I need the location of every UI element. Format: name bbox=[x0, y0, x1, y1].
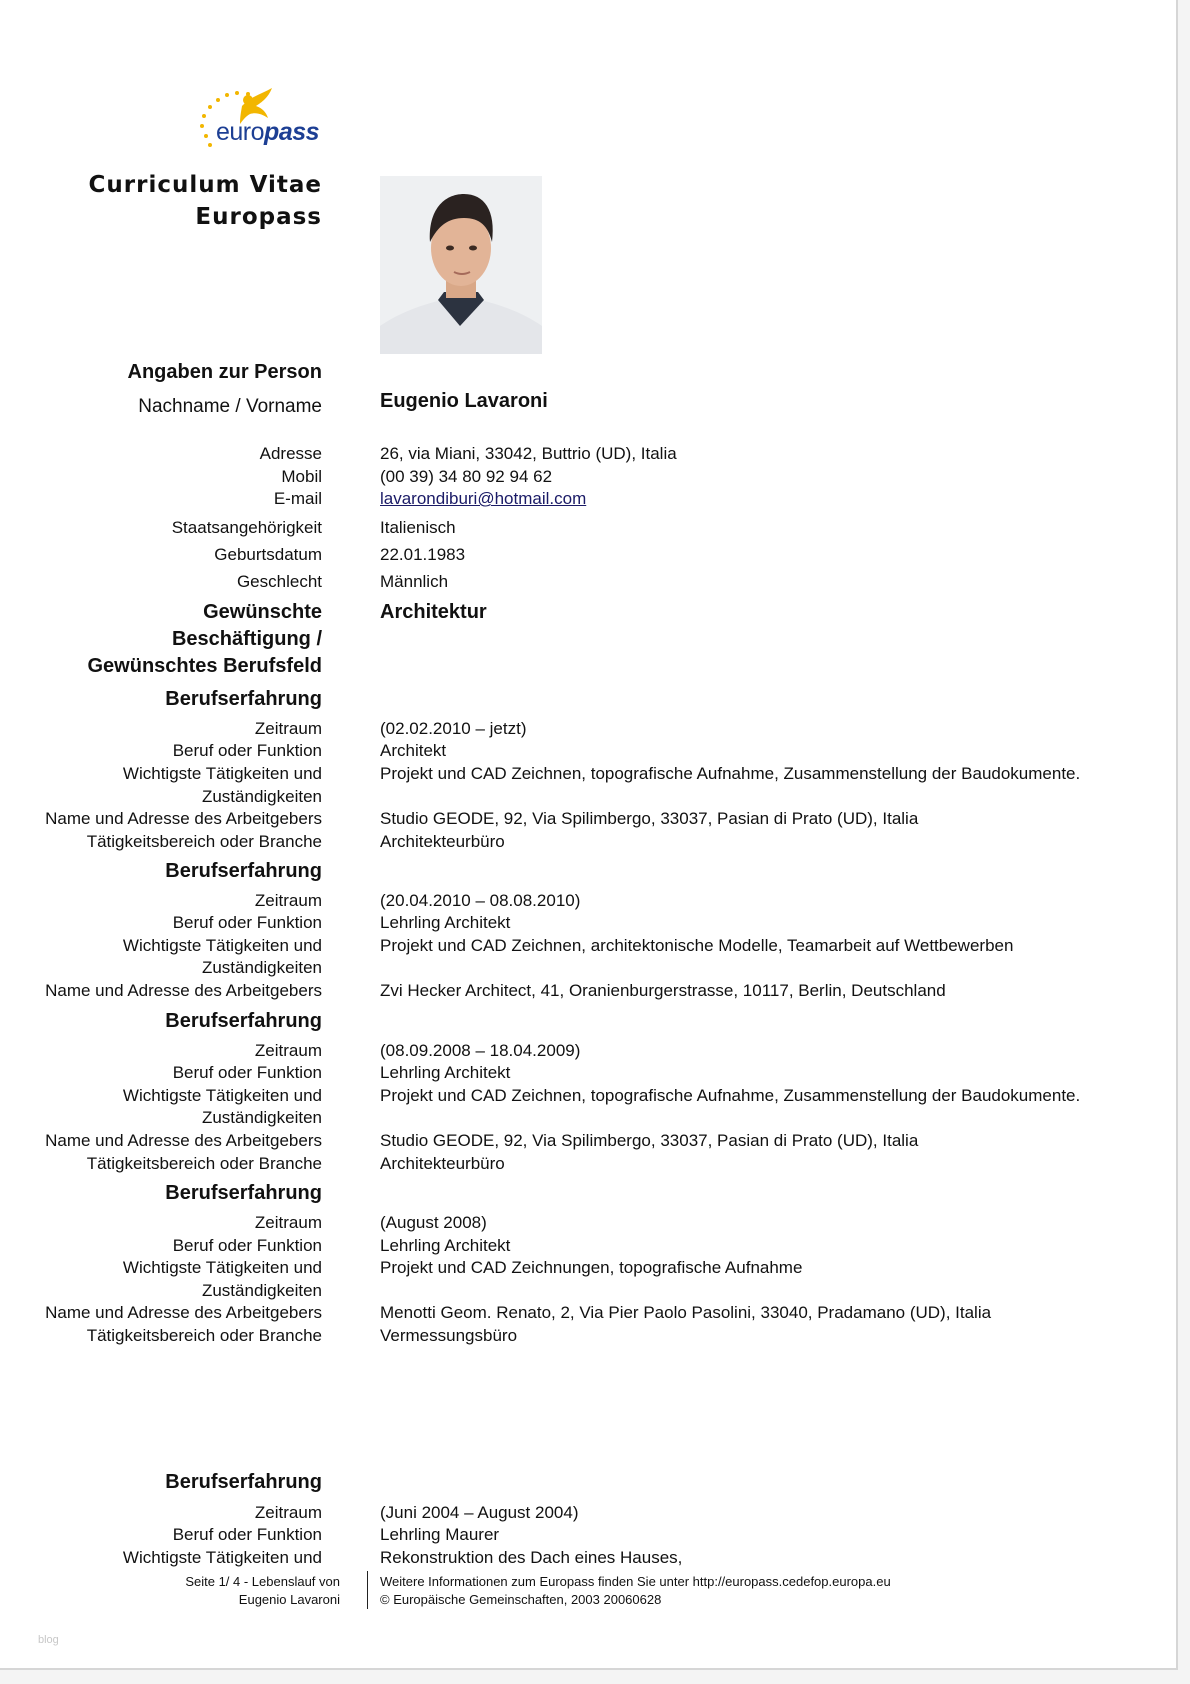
period-label: Zeitraum bbox=[254, 719, 322, 738]
experience-employer: Zvi Hecker Architect, 41, Oranienburgerstrasse, 10117, Berlin, Deutschland bbox=[380, 981, 946, 1000]
watermark-text: blog bbox=[38, 1634, 59, 1646]
period-label: Zeitraum bbox=[254, 1041, 322, 1060]
footer-divider bbox=[367, 1571, 368, 1609]
job-label: Beruf oder Funktion bbox=[172, 1063, 322, 1082]
experience-job: Lehrling Maurer bbox=[380, 1525, 500, 1544]
employer-label: Name und Adresse des Arbeitgebers bbox=[45, 1131, 322, 1150]
address-value: 26, via Miani, 33042, Buttrio (UD), Italia bbox=[380, 444, 677, 463]
europass-wordmark: europass bbox=[216, 118, 320, 146]
employer-label: Name und Adresse des Arbeitgebers bbox=[45, 1303, 322, 1322]
experience-job: Architekt bbox=[380, 741, 447, 760]
footer-info-line1: Weitere Informationen zum Europass finden Sie unter http://europass.cedefop.europa.eu bbox=[380, 1574, 891, 1589]
period-label: Zeitraum bbox=[254, 891, 322, 910]
footer-page-info bbox=[185, 1573, 340, 1609]
job-label: Beruf oder Funktion bbox=[172, 913, 322, 932]
experience-heading: Berufserfahrung bbox=[165, 860, 322, 882]
experience-period: (02.02.2010 – jetzt) bbox=[380, 719, 527, 738]
tasks-label-line1: Wichtigste Tätigkeiten und bbox=[122, 764, 322, 783]
experience-tasks: Rekonstruktion des Dach eines Hauses, bbox=[380, 1548, 683, 1567]
experience-employer: Menotti Geom. Renato, 2, Via Pier Paolo Pasolini, 33040, Pradamano (UD), Italia bbox=[380, 1303, 992, 1322]
experience-heading: Berufserfahrung bbox=[165, 1471, 322, 1493]
job-label: Beruf oder Funktion bbox=[172, 1236, 322, 1255]
nationality-value: Italienisch bbox=[380, 518, 456, 537]
desired-employment-label-line2: Beschäftigung / bbox=[171, 628, 322, 650]
employer-label: Name und Adresse des Arbeitgebers bbox=[45, 981, 322, 1000]
experience-employer: Studio GEODE, 92, Via Spilimbergo, 33037, Pasian di Prato (UD), Italia bbox=[380, 809, 919, 828]
experience-tasks: Projekt und CAD Zeichnen, architektonische Modelle, Teamarbeit auf Wettbewerben bbox=[380, 936, 1014, 955]
period-label: Zeitraum bbox=[254, 1503, 322, 1522]
experience-employer: Studio GEODE, 92, Via Spilimbergo, 33037, Pasian di Prato (UD), Italia bbox=[380, 1131, 919, 1150]
birth-date-value: 22.01.1983 bbox=[380, 545, 466, 564]
experience-period: (Juni 2004 – August 2004) bbox=[380, 1503, 579, 1522]
profile-photo bbox=[380, 176, 542, 354]
email-link[interactable]: lavarondiburi@hotmail.com bbox=[380, 489, 587, 508]
experience-period: (08.09.2008 – 18.04.2009) bbox=[380, 1041, 581, 1060]
mobile-label: Mobil bbox=[281, 467, 322, 486]
employer-label: Name und Adresse des Arbeitgebers bbox=[45, 809, 322, 828]
personal-data-heading: Angaben zur Person bbox=[127, 361, 322, 383]
experience-heading: Berufserfahrung bbox=[165, 1010, 322, 1032]
europass-logo bbox=[196, 84, 336, 158]
experience-sector: Architekteurbüro bbox=[380, 832, 505, 851]
gender-label: Geschlecht bbox=[236, 572, 322, 591]
experience-job: Lehrling Architekt bbox=[380, 1063, 511, 1082]
footer-page-line1: Seite 1/ 4 - Lebenslauf von bbox=[185, 1574, 340, 1589]
gender-value: Männlich bbox=[380, 572, 449, 591]
tasks-label-line1: Wichtigste Tätigkeiten und bbox=[122, 936, 322, 955]
tasks-label-line1: Wichtigste Tätigkeiten und bbox=[122, 1086, 322, 1105]
email-label: E-mail bbox=[273, 489, 322, 508]
name-label: Nachname / Vorname bbox=[138, 396, 322, 417]
footer-page-line2: Eugenio Lavaroni bbox=[238, 1592, 340, 1607]
sector-label: Tätigkeitsbereich oder Branche bbox=[86, 832, 322, 851]
desired-employment-label-line3: Gewünschtes Berufsfeld bbox=[87, 655, 322, 677]
birth-date-label: Geburtsdatum bbox=[214, 545, 322, 564]
tasks-label-line1: Wichtigste Tätigkeiten und bbox=[122, 1258, 322, 1277]
mobile-value: (00 39) 34 80 92 94 62 bbox=[380, 467, 553, 486]
experience-tasks: Projekt und CAD Zeichnen, topografische Aufnahme, Zusammenstellung der Baudokumente. bbox=[380, 1086, 1081, 1105]
nationality-label: Staatsangehörigkeit bbox=[171, 518, 322, 537]
experience-job: Lehrling Architekt bbox=[380, 1236, 511, 1255]
sector-label: Tätigkeitsbereich oder Branche bbox=[86, 1326, 322, 1345]
experience-heading: Berufserfahrung bbox=[165, 688, 322, 710]
cv-title-line2: Europass bbox=[195, 204, 322, 230]
full-name: Eugenio Lavaroni bbox=[380, 390, 548, 412]
footer-europass-info bbox=[380, 1573, 891, 1609]
address-label: Adresse bbox=[259, 444, 322, 463]
experience-period: (August 2008) bbox=[380, 1213, 487, 1232]
tasks-label-line1: Wichtigste Tätigkeiten und bbox=[122, 1548, 322, 1567]
tasks-label-line2: Zuständigkeiten bbox=[201, 1108, 322, 1127]
experience-sector: Vermessungsbüro bbox=[380, 1326, 518, 1345]
experience-tasks: Projekt und CAD Zeichnungen, topografische Aufnahme bbox=[380, 1258, 803, 1277]
experience-tasks: Projekt und CAD Zeichnen, topografische Aufnahme, Zusammenstellung der Baudokumente. bbox=[380, 764, 1081, 783]
experience-job: Lehrling Architekt bbox=[380, 913, 511, 932]
footer-info-line2: © Europäische Gemeinschaften, 2003 20060628 bbox=[380, 1592, 662, 1607]
period-label: Zeitraum bbox=[254, 1213, 322, 1232]
sector-label: Tätigkeitsbereich oder Branche bbox=[86, 1154, 322, 1173]
cv-title-line1: Curriculum Vitae bbox=[88, 172, 322, 198]
portrait-image bbox=[380, 176, 542, 354]
desired-employment-label-line1: Gewünschte bbox=[203, 601, 322, 623]
experience-sector: Architekteurbüro bbox=[380, 1154, 505, 1173]
tasks-label-line2: Zuständigkeiten bbox=[201, 787, 322, 806]
tasks-label-line2: Zuständigkeiten bbox=[201, 1281, 322, 1300]
tasks-label-line2: Zuständigkeiten bbox=[201, 958, 322, 977]
experience-heading: Berufserfahrung bbox=[165, 1182, 322, 1204]
desired-employment-value: Architektur bbox=[380, 601, 487, 623]
job-label: Beruf oder Funktion bbox=[172, 1525, 322, 1544]
experience-period: (20.04.2010 – 08.08.2010) bbox=[380, 891, 581, 910]
job-label: Beruf oder Funktion bbox=[172, 741, 322, 760]
